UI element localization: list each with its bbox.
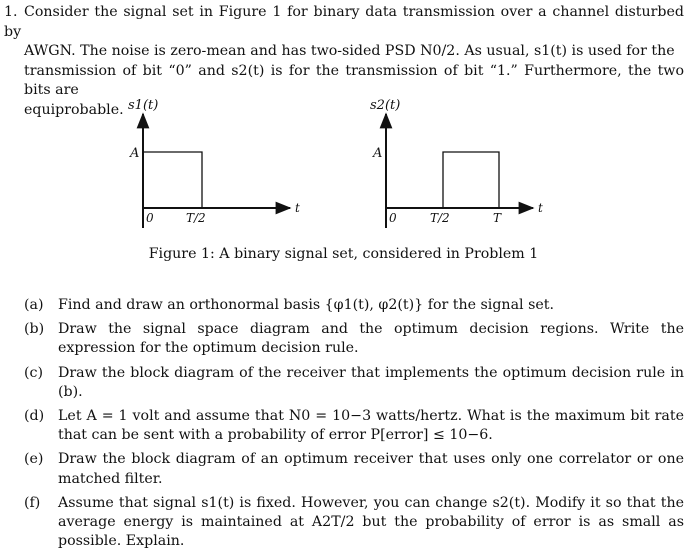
plot1-tick-0: 0 [146, 211, 154, 225]
part-c [24, 364, 684, 402]
problem-parts [24, 296, 684, 556]
plot2-tick-0: 0 [389, 211, 397, 225]
plot2-pulse [443, 152, 499, 208]
plot-s1 [128, 98, 300, 228]
part-label: (c) [24, 364, 44, 381]
part-label: (e) [24, 451, 44, 468]
part-a [24, 296, 684, 315]
part-e [24, 450, 684, 488]
plot1-amplitude-label: A [130, 146, 140, 161]
plot2-xlabel: t [538, 201, 543, 215]
plot1-tick-half: T/2 [186, 211, 206, 225]
plot1-ylabel: s1(t) [128, 98, 159, 113]
intro-line-1: Consider the signal set in Figure 1 for binary data transmission over a channel disturbed by [4, 4, 684, 40]
plot1-pulse [143, 152, 202, 208]
part-text: Draw the block diagram of the receiver that implements the optimum decision rule in (b). [58, 364, 684, 400]
part-text: Assume that signal s1(t) is fixed. However, you can change s2(t). Modify it so that the average energy is maintained at A2T/2 but the probability of error is as small as possible. Explain. [58, 494, 684, 550]
intro-line-4: equiprobable. [24, 101, 124, 118]
part-text: Draw the signal space diagram and the optimum decision regions. Write the expression for the optimum decision rule. [58, 321, 684, 357]
intro-line-3: transmission of bit “0” and s2(t) is for the transmission of bit “1.” Furthermore, the two bits are [24, 62, 684, 98]
figure-1 [0, 90, 687, 240]
part-label: (a) [24, 297, 44, 313]
part-text: Find and draw an orthonormal basis {φ1(t), φ2(t)} for the signal set. [58, 297, 554, 313]
plot1-xlabel: t [295, 201, 300, 215]
plot2-tick-T: T [493, 211, 502, 225]
part-label: (d) [24, 408, 45, 425]
problem-number: 1. [4, 4, 18, 20]
figure-caption: Figure 1: A binary signal set, considered in Problem 1 [148, 246, 539, 262]
part-label: (f) [24, 494, 41, 511]
part-d [24, 407, 684, 445]
part-f [24, 494, 684, 552]
part-b [24, 320, 684, 358]
plot-s2 [370, 98, 543, 228]
plot2-ylabel: s2(t) [370, 98, 401, 113]
plot2-amplitude-label: A [373, 146, 383, 161]
part-text: Let A = 1 volt and assume that N0 = 10−3 watts/hertz. What is the maximum bit rate that can be sent with a probability of error P[error] ≤ 10−6. [58, 408, 684, 444]
part-label: (b) [24, 321, 45, 338]
signal-plots [0, 90, 687, 240]
plot2-tick-half: T/2 [430, 211, 450, 225]
part-text: Draw the block diagram of an optimum receiver that uses only one correlator or one matched filter. [58, 451, 684, 487]
intro-line-2: AWGN. The noise is zero-mean and has two-sided PSD N0/2. As usual, s1(t) is used for the [24, 43, 675, 59]
